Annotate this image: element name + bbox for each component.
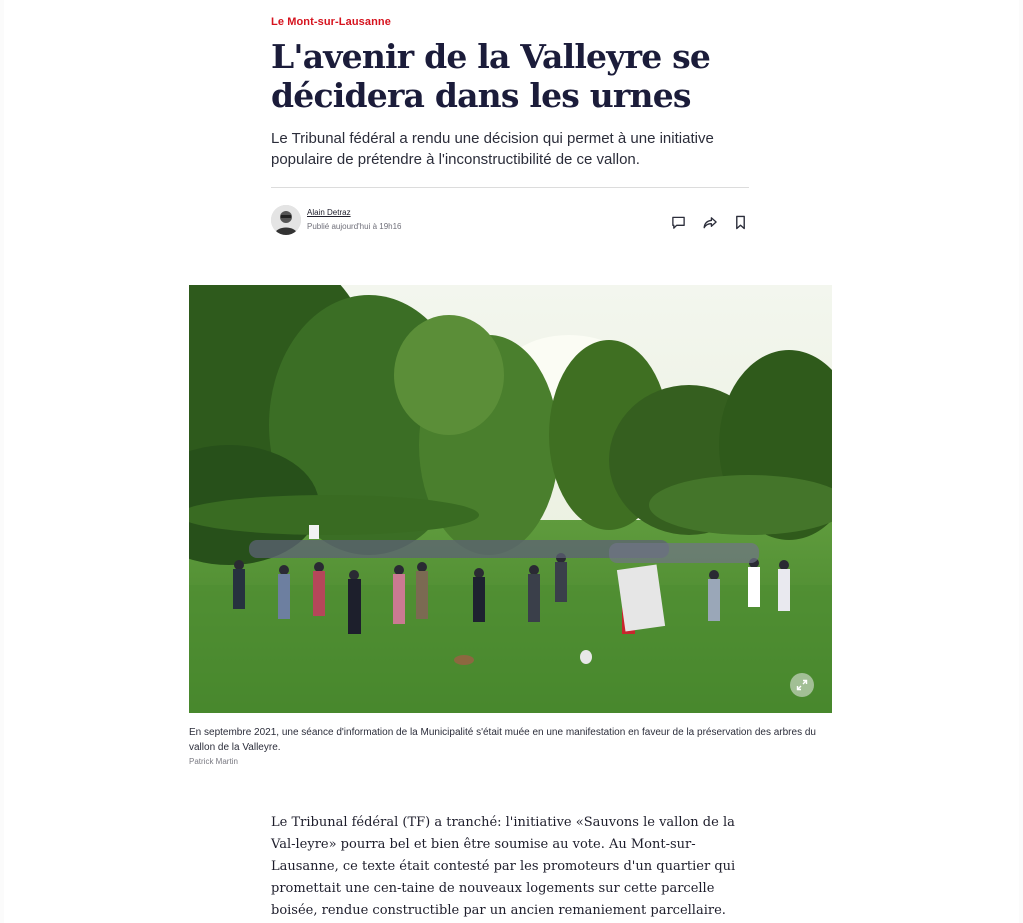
bookmark-icon [734,215,747,230]
comment-icon [671,215,686,230]
publish-date: Publié aujourd'hui à 19h16 [307,222,402,231]
share-button[interactable] [701,214,718,231]
author-link[interactable]: Alain Detraz [307,208,351,217]
share-icon [702,215,718,230]
section-kicker[interactable]: Le Mont-sur-Lausanne [271,16,391,28]
article-title: L'avenir de la Valleyre se décidera dans les urnes [271,37,711,115]
photo-illustration [189,285,832,713]
byline [271,205,749,237]
article-actions [670,214,749,231]
comment-button[interactable] [670,214,687,231]
article-header [271,16,751,170]
bookmark-button[interactable] [732,214,749,231]
article-photo[interactable] [189,285,832,713]
author-avatar[interactable] [271,205,301,235]
expand-icon [796,679,808,691]
article-paragraph: Le Tribunal fédéral (TF) a tranché: l'initiative «Sauvons le vallon de la Val-leyre» pourra bel et bien être soumise au vote. Au Mont-sur-Lausanne, ce texte était contesté par les promoteurs d'un quartier qui promettait une cen-taine de nouveaux logements sur cette parcelle boisée, rendue constructible par un ancien remaniement parcellaire. [271,815,736,918]
expand-image-button[interactable] [790,673,814,697]
photo-credit: Patrick Martin [189,757,238,766]
header-divider [271,187,749,188]
article-lead: Le Tribunal fédéral a rendu une décision qui permet à une initiative populaire de prétendre à l'inconstructibilité de ce vallon. [271,130,714,168]
photo-caption: En septembre 2021, une séance d'information de la Municipalité s'était muée en une manifestation en faveur de la préservation des arbres du vallon de la Valleyre. [189,727,816,753]
